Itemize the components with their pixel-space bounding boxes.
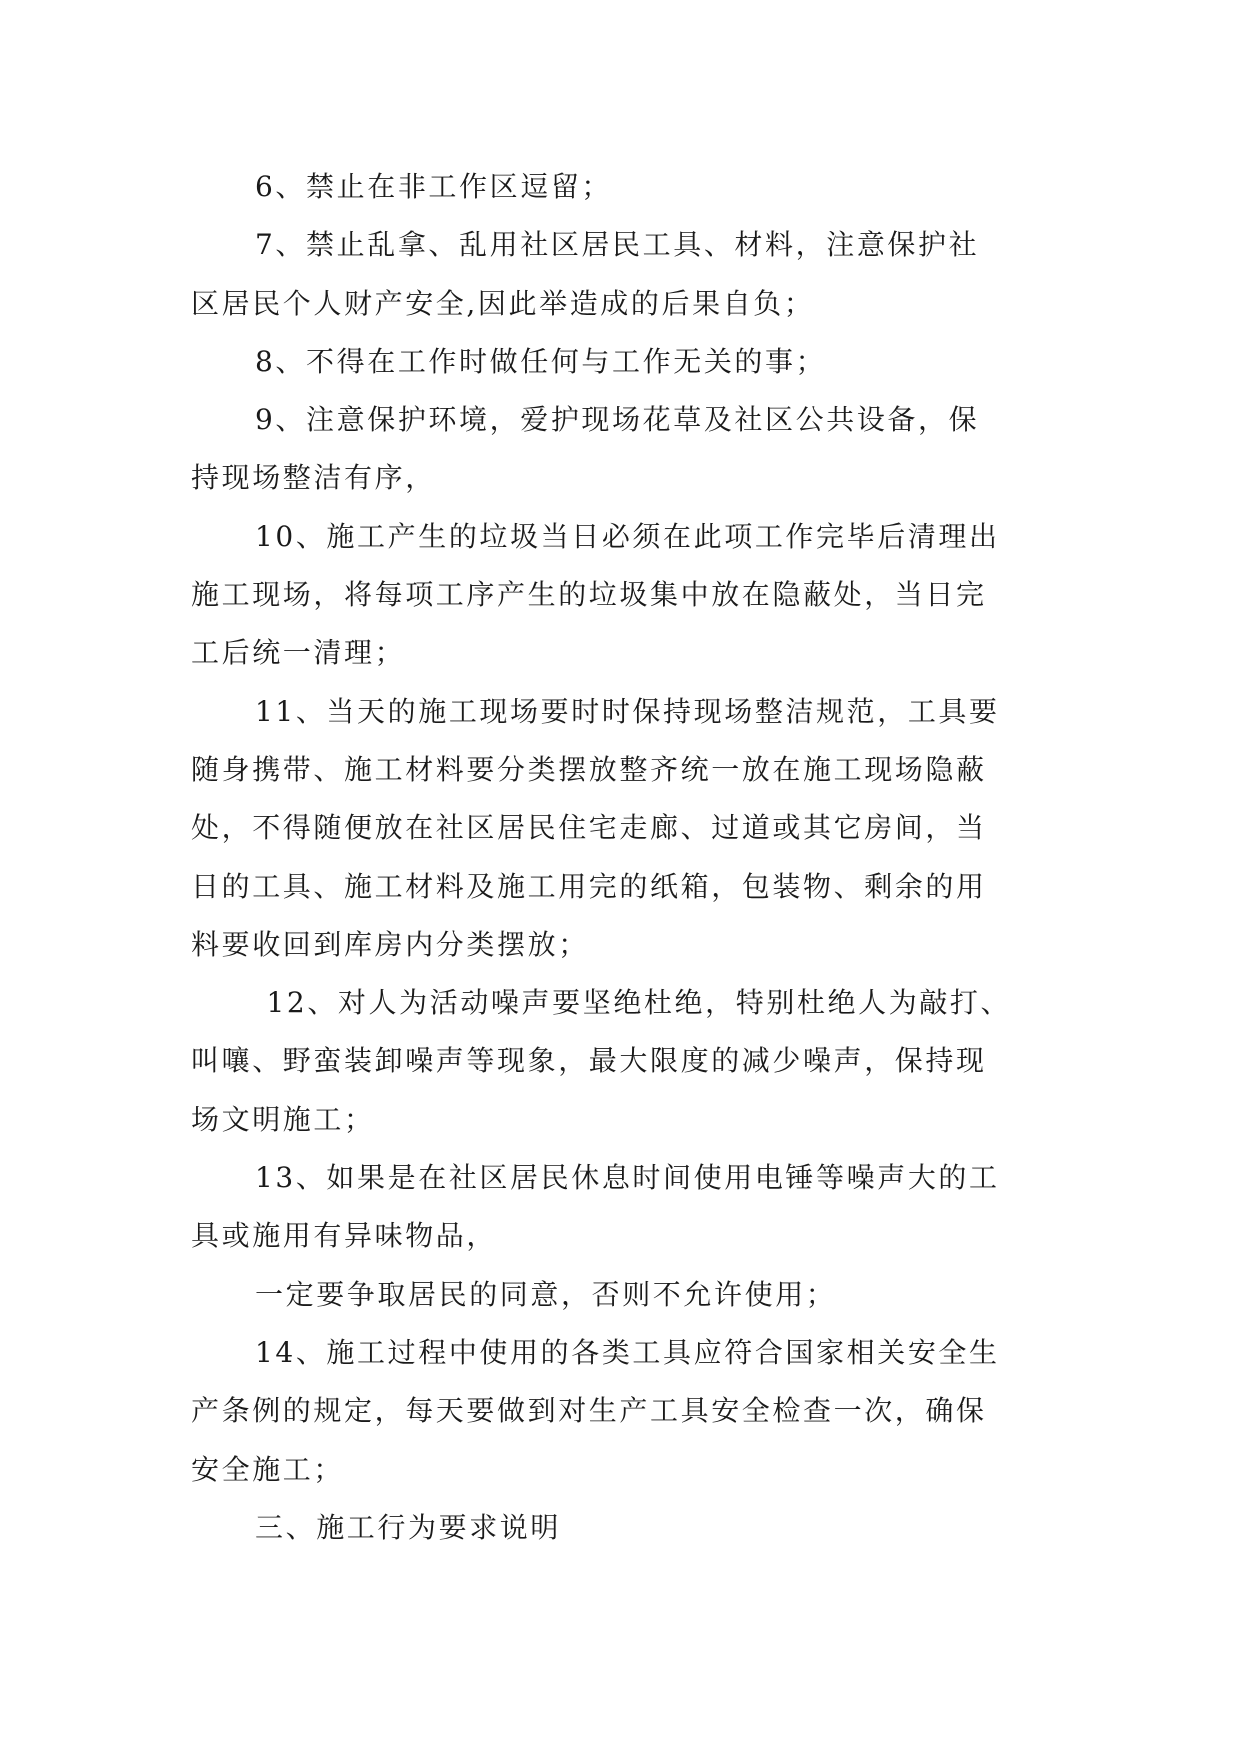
paragraph-line: 日的工具、施工材料及施工用完的纸箱，包装物、剩余的用 <box>191 869 987 903</box>
paragraph-line: 6、禁止在非工作区逗留； <box>255 170 613 203</box>
paragraph-line: 14、施工过程中使用的各类工具应符合国家相关安全生 <box>255 1335 1000 1369</box>
paragraph-line: 安全施工； <box>191 1452 345 1486</box>
paragraph-line: 一定要争取居民的同意，否则不允许使用； <box>255 1277 837 1311</box>
paragraph-line: 8、不得在工作时做任何与工作无关的事； <box>255 344 827 378</box>
section-heading: 三、施工行为要求说明 <box>255 1510 562 1544</box>
paragraph-line: 工后统一清理； <box>191 636 406 670</box>
paragraph-line: 区居民个人财产安全,因此举造成的后果自负； <box>191 286 815 320</box>
paragraph-line: 持现场整洁有序， <box>191 461 436 495</box>
paragraph-line: 13、如果是在社区居民休息时间使用电锤等噪声大的工 <box>255 1161 1000 1195</box>
paragraph-line: 随身携带、施工材料要分类摆放整齐统一放在施工现场隐蔽 <box>191 752 987 786</box>
paragraph-line: 叫嚷、野蛮装卸噪声等现象，最大限度的减少噪声，保持现 <box>191 1044 987 1078</box>
paragraph-line: 处，不得随便放在社区居民住宅走廊、过道或其它房间，当 <box>191 811 987 845</box>
document-body <box>191 158 1071 1557</box>
paragraph-line: 9、注意保护环境，爱护现场花草及社区公共设备，保 <box>255 403 980 437</box>
paragraph-line: 产条例的规定，每天要做到对生产工具安全检查一次，确保 <box>191 1394 987 1428</box>
paragraph-line: 施工现场，将每项工序产生的垃圾集中放在隐蔽处，当日完 <box>191 578 987 612</box>
paragraph-line: 7、禁止乱拿、乱用社区居民工具、材料，注意保护社 <box>255 228 980 262</box>
paragraph-line: 12、对人为活动噪声要坚绝杜绝，特别杜绝人为敲打、 <box>255 986 1012 1020</box>
paragraph-line: 具或施用有异味物品， <box>191 1219 498 1253</box>
paragraph-line: 场文明施工； <box>191 1102 375 1136</box>
paragraph-line: 11、当天的施工现场要时时保持现场整洁规范，工具要 <box>255 694 1000 728</box>
paragraph-line: 料要收回到库房内分类摆放； <box>191 927 589 961</box>
paragraph-line: 10、施工产生的垃圾当日必须在此项工作完毕后清理出 <box>255 519 1000 553</box>
